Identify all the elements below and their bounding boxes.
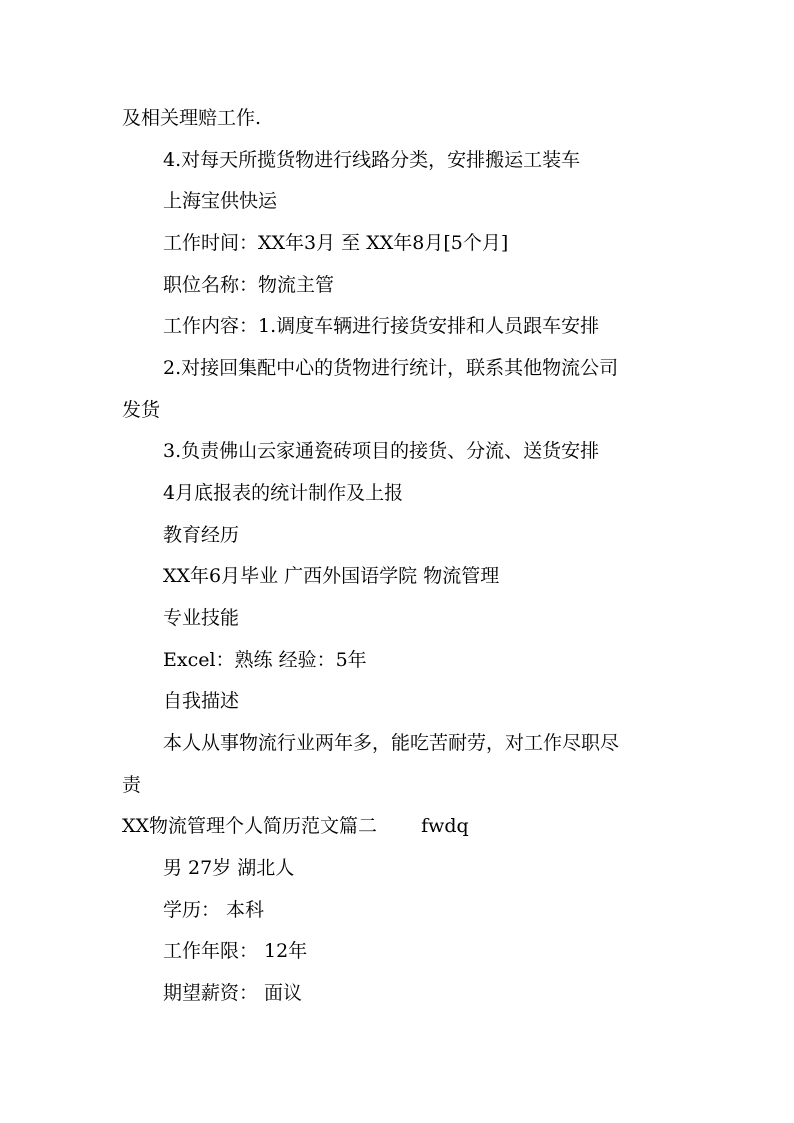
text-line: 工作年限： 12年: [163, 940, 308, 962]
text-line: 4.对每天所揽货物进行线路分类，安排搬运工装车: [163, 149, 581, 171]
text-line: Excel：熟练 经验：5年: [163, 649, 367, 671]
text-line: 3.负责佛山云家通瓷砖项目的接货、分流、送货安排: [163, 440, 600, 462]
document-heading: [122, 814, 469, 838]
text-line: XX年6月毕业 广西外国语学院 物流管理: [163, 565, 500, 587]
heading-text: XX物流管理个人简历范文篇二: [122, 815, 378, 837]
text-line: 4月底报表的统计制作及上报: [163, 482, 404, 504]
section-heading: 教育经历: [163, 524, 240, 546]
text-line: 责: [122, 774, 142, 796]
text-line: 上海宝供快运: [163, 190, 278, 212]
text-line: 期望薪资： 面议: [163, 982, 303, 1004]
text-line: 工作时间：XX年3月 至 XX年8月[5个月]: [163, 232, 509, 254]
section-heading: 自我描述: [163, 690, 240, 712]
text-line: 及相关理赔工作.: [122, 107, 262, 129]
text-line: 发货: [122, 399, 161, 421]
text-line: 职位名称：物流主管: [163, 274, 335, 296]
heading-tag: fwdq: [421, 815, 469, 837]
text-line: 男 27岁 湖北人: [163, 857, 295, 879]
section-heading: 专业技能: [163, 607, 240, 629]
text-line: 本人从事物流行业两年多，能吃苦耐劳，对工作尽职尽: [163, 732, 620, 754]
text-line: 工作内容：1.调度车辆进行接货安排和人员跟车安排: [163, 315, 600, 337]
text-line: 学历： 本科: [163, 899, 265, 921]
text-line: 2.对接回集配中心的货物进行统计，联系其他物流公司: [163, 357, 619, 379]
